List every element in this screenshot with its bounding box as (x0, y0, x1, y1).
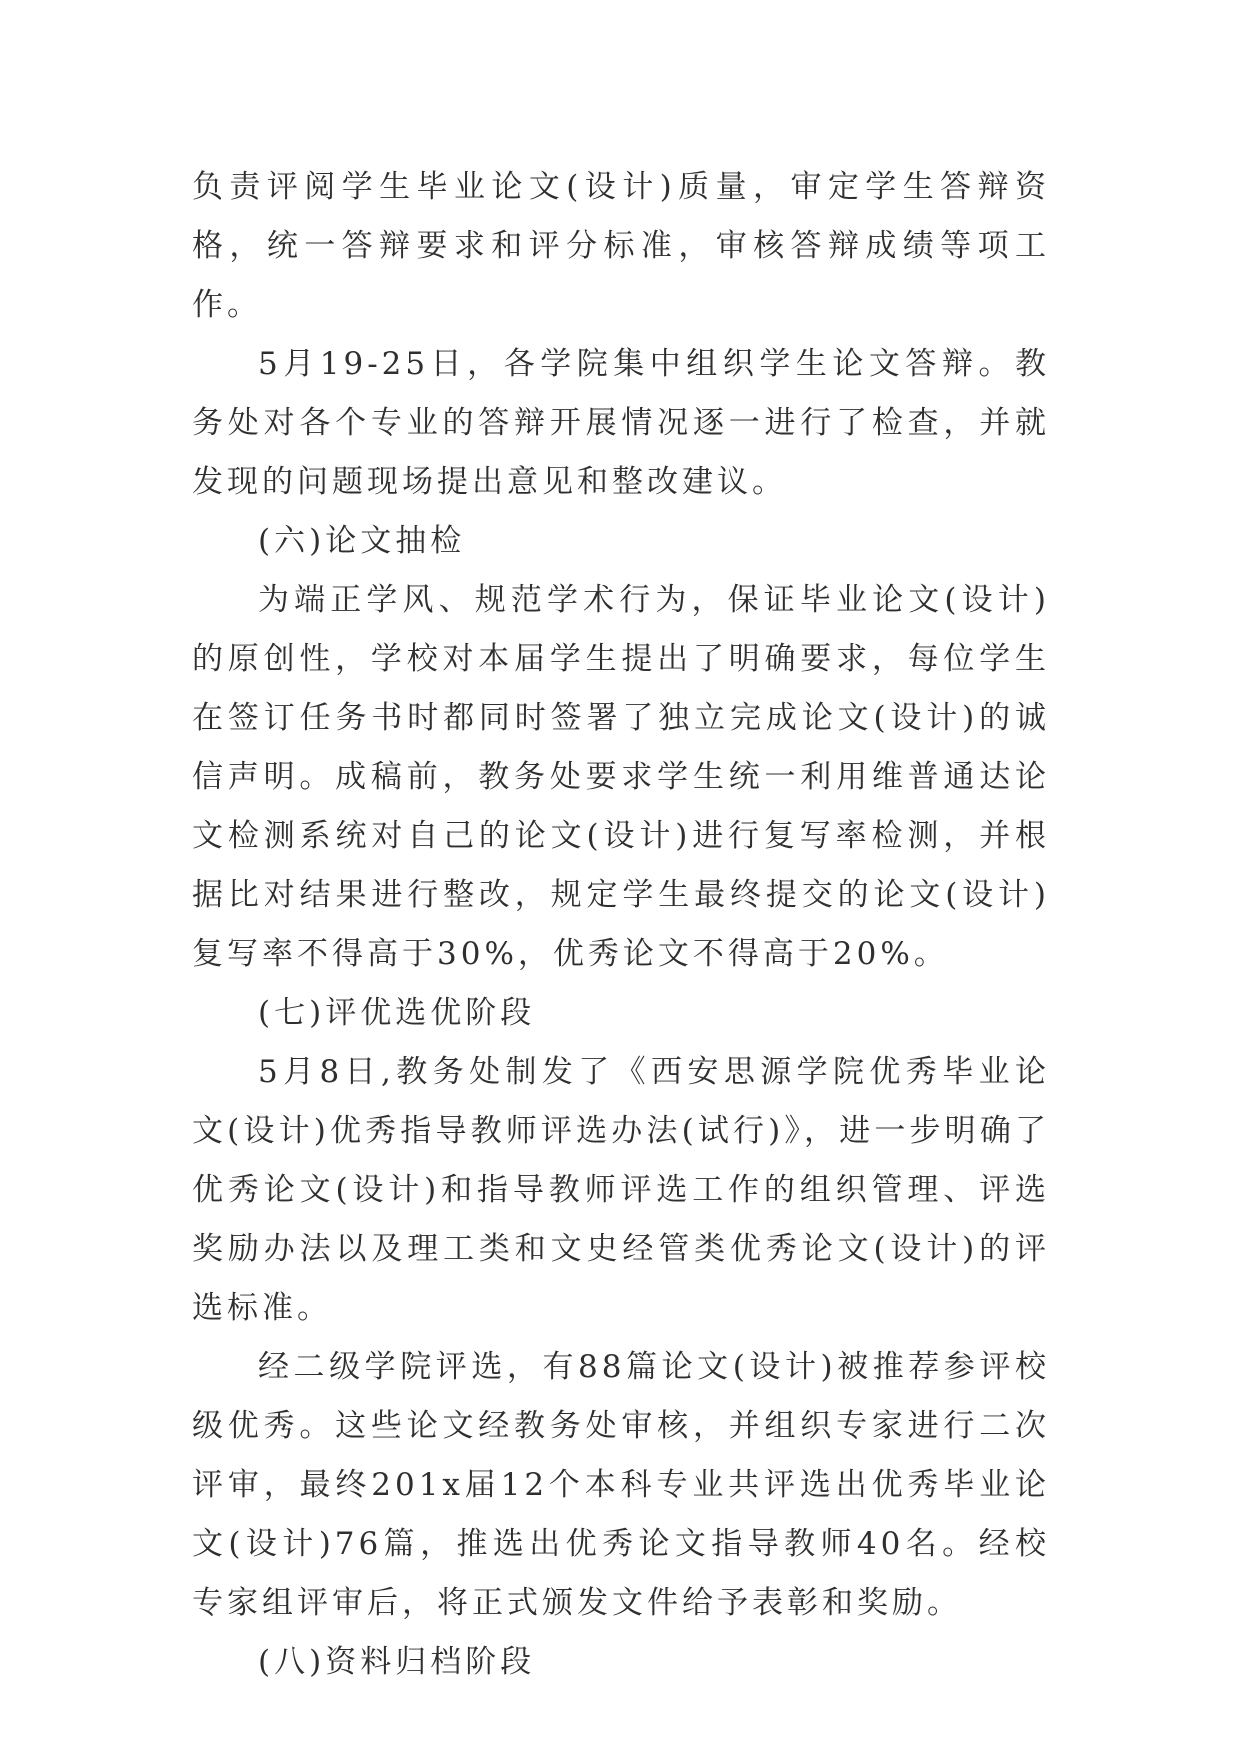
paragraph-thesis-sampling: 为端正学风、规范学术行为，保证毕业论文(设计)的原创性，学校对本届学生提出了明确要求，每位学生在签订任务书时都同时签署了独立完成论文(设计)的诚信声明。成稿前，教务处要求学生统一利用维普通达论文检测系统对自己的论文(设计)进行复写率检测，并根据比对结果进行整改，规定学生最终提交的论文(设计)复写率不得高于30%，优秀论文不得高于20%。 (192, 582, 1050, 972)
paragraph-defense-committee-duties: 负责评阅学生毕业论文(设计)质量，审定学生答辩资格，统一答辩要求和评分标准，审核答辩成绩等项工作。 (192, 169, 1050, 323)
paragraph-selection-results: 经二级学院评选，有88篇论文(设计)被推荐参评校级优秀。这些论文经教务处审核，并组织专家进行二次评审，最终201x届12个本科专业共评选出优秀毕业论文(设计)76篇，推选出优秀论文指导教师40名。经校专家组评审后，将正式颁发文件给予表彰和奖励。 (192, 1349, 1050, 1621)
document-body (192, 158, 1050, 1692)
paragraph-defense-schedule: 5月19-25日，各学院集中组织学生论文答辩。教务处对各个专业的答辩开展情况逐一进行了检查，并就发现的问题现场提出意见和整改建议。 (192, 346, 1050, 500)
paragraph-selection-measures: 5月8日,教务处制发了《西安思源学院优秀毕业论文(设计)优秀指导教师评选办法(试行)》，进一步明确了优秀论文(设计)和指导教师评选工作的组织管理、评选奖励办法以及理工类和文史经管类优秀论文(设计)的评选标准。 (192, 1054, 1050, 1326)
section-heading-excellence-selection: (七)评优选优阶段 (258, 995, 536, 1031)
section-heading-archiving: (八)资料归档阶段 (258, 1644, 536, 1680)
section-heading-thesis-sampling: (六)论文抽检 (258, 523, 466, 559)
